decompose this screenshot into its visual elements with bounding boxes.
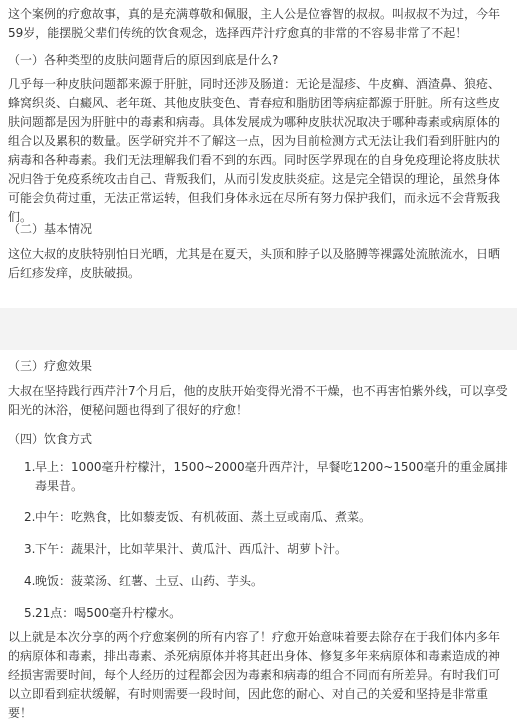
intro-paragraph: 这个案例的疗愈故事，真的是充满尊敬和佩服，主人公是位睿智的叔叔。叫叔叔不为过，今年59岁，能摆脱父辈们传统的饮食观念，选择西芹汁疗愈真的非常的不容易非常了不起！ [8,7,501,40]
list-item: 1. 早上：1000毫升柠檬汁，1500~2000毫升西芹汁，早餐吃1200~1500毫升的重金属排毒果昔。 [24,460,508,493]
section-3-paragraph: 大叔在坚持践行西芹汁7个月后，他的皮肤开始变得光滑不干燥，也不再害怕紫外线，可以享受阳光的沐浴，便秘问题也得到了很好的疗愈！ [8,384,508,417]
article-card-top [0,0,517,308]
section-3-heading: （三）疗愈效果 [8,359,93,373]
section-1-paragraph: 几乎每一种皮肤问题都来源于肝脏，同时还涉及肠道：无论是湿疹、牛皮癣、酒渣鼻、狼疮、蜂窝织炎、白癜风、老年斑、其他皮肤变色、青春痘和脂肪团等病症都源于肝脏。所有这些皮肤问题都是因为肝脏中的毒素和病毒。具体发展成为哪种皮肤状况取决于哪种毒素或病原体的组合以及累积的数量。医学研究并不了解这一点，因为目前检测方式无法让我们看到肝脏内的病毒和各种毒素。我们无法理解我们看不到的东西。同时医学界现在的自身免疫理论将皮肤状况归咎于免疫系统攻击自己、背叛我们，从而引发皮肤炎症。这是完全错误的理论，虽然身体可能会负荷过重，无法正常运转，但我们身体永远在尽所有努力保护我们，而永远不会背叛我们。 [8,77,501,224]
section-2-paragraph: 这位大叔的皮肤特别怕日光晒，尤其是在夏天，头顶和脖子以及胳膊等裸露处流脓流水，日晒后红疹发痒，皮肤破损。 [8,247,501,280]
section-4-heading: （四）饮食方式 [8,432,93,446]
section-2-heading: （二）基本情况 [8,222,93,236]
card-separator [0,308,517,350]
list-item: 2. 中午：吃熟食，比如藜麦饭、有机莜面、蒸土豆或南瓜、煮菜。 [24,510,372,524]
article-card-bottom [0,350,517,720]
list-item-text: 下午：蔬果汁，比如苹果汁、黄瓜汁、西瓜汁、胡萝卜汁。 [35,542,348,556]
list-item-text: 早上：1000毫升柠檬汁，1500~2000毫升西芹汁，早餐吃1200~1500毫升的重金属排毒果昔。 [35,460,508,493]
list-item-text: 晚饭：菠菜汤、红薯、土豆、山药、芋头。 [35,574,264,588]
list-item: 4. 晚饭：菠菜汤、红薯、土豆、山药、芋头。 [24,574,264,588]
list-item: 5. 21点：喝500毫升柠檬水。 [24,606,182,620]
section-1-heading: （一）各种类型的皮肤问题背后的原因到底是什么? [8,53,279,67]
list-item: 3. 下午：蔬果汁，比如苹果汁、黄瓜汁、西瓜汁、胡萝卜汁。 [24,542,348,556]
conclusion-paragraph: 以上就是本次分享的两个疗愈案例的所有内容了！疗愈开始意味着要去除存在于我们体内多年的病原体和毒素，排出毒素、杀死病原体并将其赶出身体、修复多年来病原体和毒素造成的神经损害需要时间，每个人经历的过程都会因为毒素和病毒的组合不同而有所差异。有时我们可以立即看到症状缓解，有时则需要一段时间，因此您的耐心、对自己的关爱和坚持是非常重要！ [8,630,501,720]
list-item-text: 21点：喝500毫升柠檬水。 [35,606,182,620]
list-item-text: 中午：吃熟食，比如藜麦饭、有机莜面、蒸土豆或南瓜、煮菜。 [35,510,372,524]
